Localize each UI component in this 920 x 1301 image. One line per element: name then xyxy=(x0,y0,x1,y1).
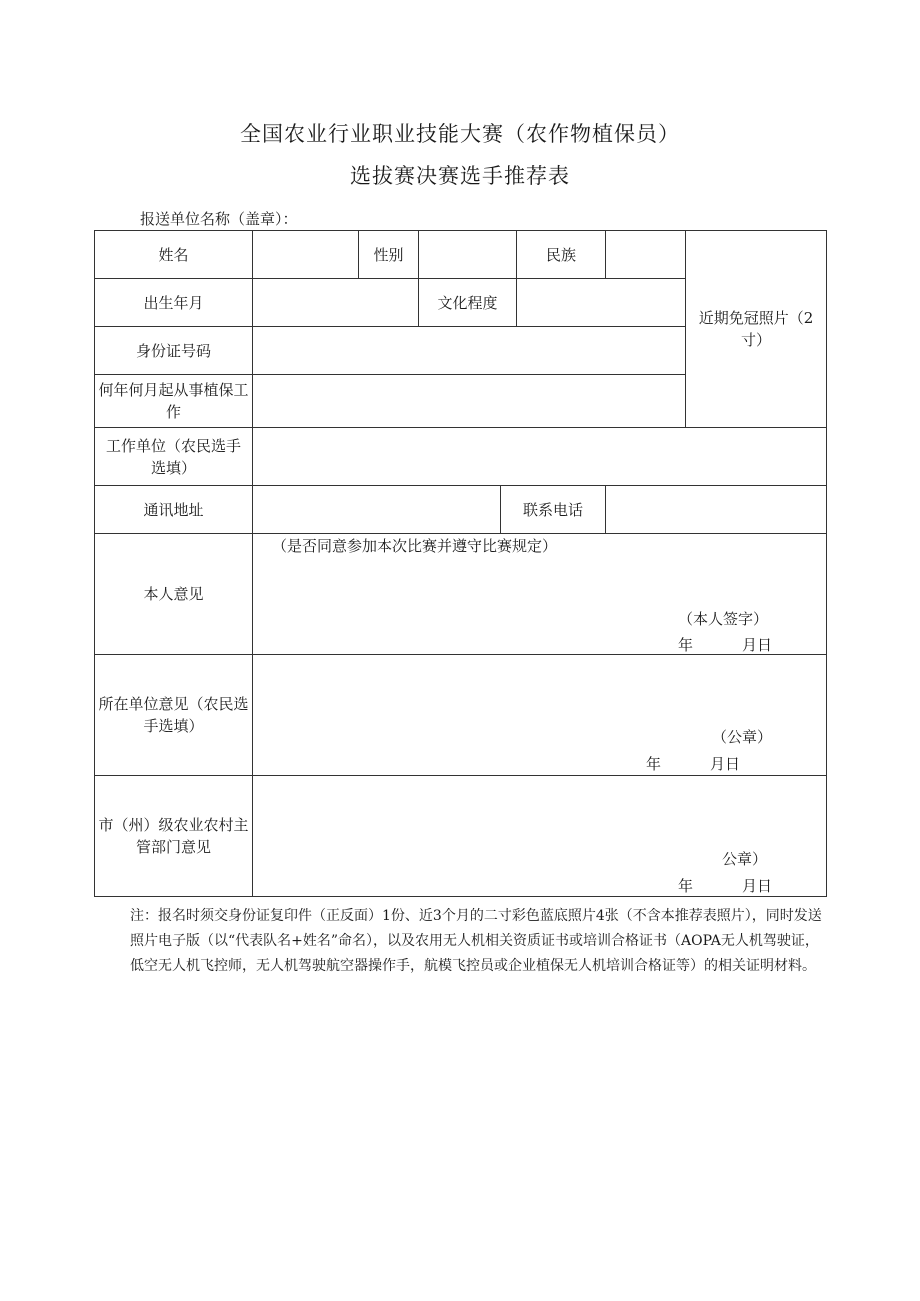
form-note: 注：报名时须交身份证复印件（正反面）1份、近3个月的二寸彩色蓝底照片4张（不含本推荐表照片），同时发送照片电子版（以“代表队名+姓名”命名），以及农用无人机相关资质证书或培训合格证书（AOPA无人机驾驶证，低空无人机飞控师，无人机驾驶航空器操作手，航模飞控员或企业植保无人机培训合格证等）的相关证明材料。 xyxy=(130,908,822,974)
birth-label: 出生年月 xyxy=(143,293,204,312)
phone-label: 联系电话 xyxy=(522,500,583,519)
personal-opinion-note: （是否同意参加本次比赛并遵守比赛规定） xyxy=(272,537,558,555)
employer-label: 工作单位（农民选手选填） xyxy=(105,436,241,477)
gender-field[interactable] xyxy=(419,231,516,278)
employer-field[interactable] xyxy=(253,428,826,485)
personal-year-label: 年 xyxy=(678,636,694,654)
id-number-field[interactable] xyxy=(253,327,685,374)
address-field[interactable] xyxy=(253,486,500,533)
name-label: 姓名 xyxy=(158,245,189,264)
birth-field[interactable] xyxy=(253,279,418,326)
personal-opinion-label: 本人意见 xyxy=(143,585,204,603)
name-field[interactable] xyxy=(253,231,358,278)
photo-placeholder: 近期免冠照片（2寸） xyxy=(698,309,814,349)
form-title-line1: 全国农业行业职业技能大赛（农作物植保员） xyxy=(240,122,680,146)
city-seal-label: 公章） xyxy=(722,850,768,868)
gender-label: 性别 xyxy=(373,245,404,264)
unit-opinion-label: 所在单位意见（农民选手选填） xyxy=(98,695,249,735)
education-label: 文化程度 xyxy=(437,293,498,312)
address-label: 通讯地址 xyxy=(143,500,204,519)
personal-month-day-label: 月日 xyxy=(742,636,773,654)
ethnicity-label: 民族 xyxy=(545,245,576,264)
city-opinion-label: 市（州）级农业农村主管部门意见 xyxy=(98,816,249,856)
city-year-label: 年 xyxy=(678,877,694,895)
phone-field[interactable] xyxy=(606,486,826,533)
unit-seal-label: （公章） xyxy=(712,728,773,746)
submitting-unit-label: 报送单位名称（盖章）： xyxy=(140,210,298,228)
id-number-label: 身份证号码 xyxy=(135,341,211,360)
unit-month-day-label: 月日 xyxy=(710,755,741,773)
ethnicity-field[interactable] xyxy=(606,231,685,278)
unit-year-label: 年 xyxy=(646,755,662,773)
work-since-label: 何年何月起从事植保工作 xyxy=(98,381,249,421)
form-title-line2: 选拔赛决赛选手推荐表 xyxy=(350,164,570,188)
city-month-day-label: 月日 xyxy=(742,877,773,895)
work-since-field[interactable] xyxy=(253,375,685,427)
personal-signature-label: （本人签字） xyxy=(678,610,769,628)
education-field[interactable] xyxy=(517,279,685,326)
